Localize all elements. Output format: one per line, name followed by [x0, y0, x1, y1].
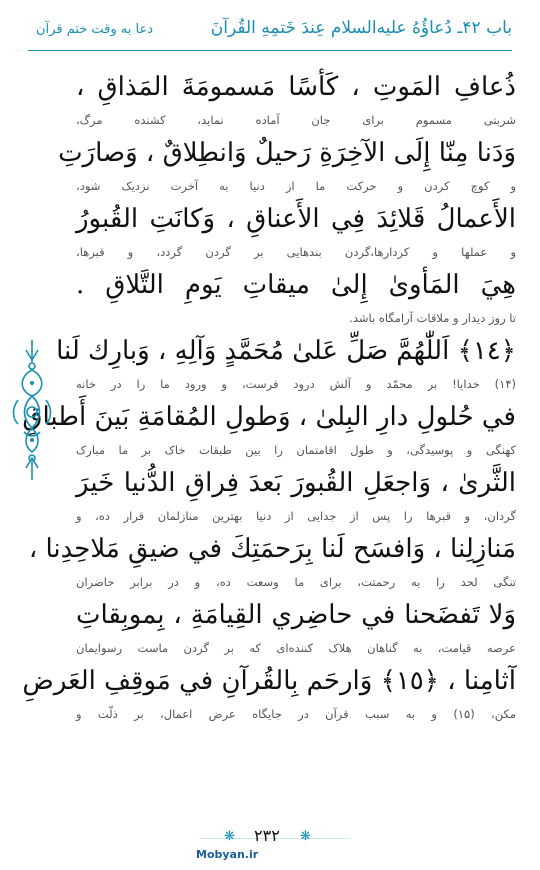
- verse-block: [56, 330, 516, 396]
- arabic-line: الأَعمالُ قَلائِدَ فِي الأَعناقِ ، وَكانَتِ القُبورُ: [76, 204, 516, 234]
- footer-ornament-icon: ❋: [224, 829, 235, 844]
- persian-translation: کهنگی و پوسیدگی، و طول اقامتمان را بین طبقات خاک بر ما مبارک: [76, 443, 516, 457]
- text-body: [22, 66, 516, 726]
- verse-block: [28, 528, 516, 594]
- chapter-subtitle: دعا به وقت ختم قرآن: [36, 22, 154, 37]
- header-divider: [28, 50, 512, 51]
- persian-translation: تنگی لحد را به رحمتت، برای ما وسعت ده، و در برابر حاضران: [76, 575, 516, 589]
- footer-ornament-icon: ❋: [300, 829, 311, 844]
- arabic-line: وَدَنا مِنّا إِلَى الآخِرَةِ رَحيلٌ وَانطِلاقٌ ، وَصارَتِ: [58, 138, 516, 168]
- persian-translation: مکن، (۱۵) و به سبب قرآن در جایگاه عرض اعمال، بر ذلّت و: [76, 707, 516, 721]
- site-watermark[interactable]: Mobyan.ir: [196, 848, 259, 861]
- persian-translation: و عملها و کردارها،گردن بندهایی بر گردن گردد، و قبرها،: [76, 245, 516, 259]
- verse-block: [76, 264, 516, 330]
- persian-translation: عرصه قیامت، به گناهان هلاک کننده‌ای که بر گردن ماست رسوایمان: [76, 641, 516, 655]
- verse-block: [58, 132, 516, 198]
- chapter-title: باب ۴۲ـ دُعاؤُهُ عليه‌السلام عِندَ خَتمِهِ القُرآنَ: [210, 18, 512, 38]
- verse-block: [76, 198, 516, 264]
- page-number: ۲۳۲: [254, 826, 280, 845]
- persian-translation: تا روز دیدار و ملاقات آرامگاه باشد.: [349, 311, 516, 325]
- arabic-line: وَلا تَفضَحنا في حاضِري القِيامَةِ ، بِموبِقاتِ: [76, 600, 516, 630]
- arabic-line: الثَّرىٰ ، وَاجعَلِ القُبورَ بَعدَ فِراقِ الدُّنيا خَيرَ: [76, 468, 516, 498]
- verse-block: [22, 660, 516, 726]
- persian-translation: گردان، و قبرها را پس از جدایی از دنیا بهترین منازلمان قرار ده، و: [76, 509, 516, 523]
- verse-block: [22, 396, 516, 462]
- verse-block: [76, 594, 516, 660]
- persian-translation: و کوچ کردن و حرکت ما از دنیا به آخرت نزدیک شود،: [76, 179, 516, 193]
- arabic-line: ذُعافِ المَوتِ ، كَأسًا مَسمومَةَ المَذاقِ ،: [76, 72, 516, 102]
- persian-translation: (۱۴) خدایا! بر محمّد و آلش درود فرست، و ورود ما را در خانه: [76, 377, 516, 391]
- arabic-line: ﴿١٤﴾ اَللّٰهُمَّ صَلِّ عَلىٰ مُحَمَّدٍ وَآلِهِ ، وَبارِك لَنا: [56, 336, 516, 366]
- verse-block: [76, 462, 516, 528]
- arabic-line: آثامِنا ، ﴿١٥﴾ وَارحَم بِالقُرآنِ في مَوقِفِ العَرضِ: [22, 666, 516, 696]
- page-header: [0, 0, 540, 58]
- persian-translation: شربتی مسموم برای جان آماده نماید، کشنده مرگ،: [76, 113, 516, 127]
- verse-block: [76, 66, 516, 132]
- arabic-line: هِيَ المَأوىٰ إِلىٰ ميقاتِ يَومِ التَّلاقِ .: [76, 270, 516, 300]
- margin-ornament-icon: [10, 340, 54, 480]
- arabic-line: مَنازِلِنا ، وَافسَح لَنا بِرَحمَتِكَ في ضيقِ مَلاحِدِنا ،: [28, 534, 516, 564]
- arabic-line: في حُلولِ دارِ البِلىٰ ، وَطولِ المُقامَةِ بَينَ أَطباقِ: [22, 402, 516, 432]
